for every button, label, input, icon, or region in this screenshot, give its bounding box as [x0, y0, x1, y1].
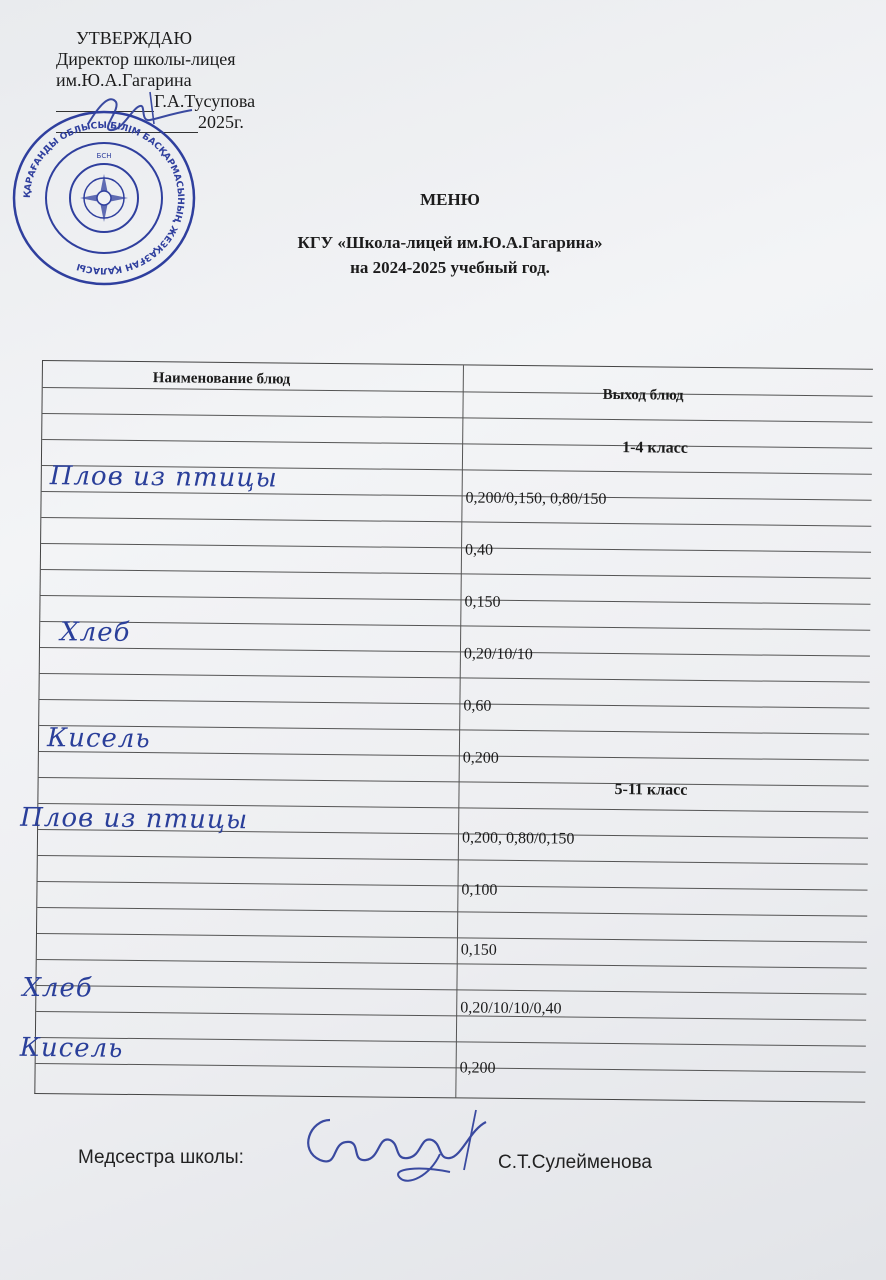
- dish-name: Кисель: [19, 1032, 124, 1064]
- row-line: [41, 543, 871, 553]
- stamp-ring-text: ҚАРАҒАНДЫ ОБЛЫСЫ БІЛІМ БАСҚАРМАСЫНЫҢ ЖЕЗҚАЗҒАН ҚАЛАСЫ: [22, 120, 186, 276]
- nurse-name: С.Т.Сулейменова: [498, 1152, 652, 1173]
- row-line: [41, 569, 871, 579]
- section-grade-5-11: 5-11 класс: [614, 781, 688, 799]
- row-line: [42, 491, 872, 501]
- row-line: [40, 673, 870, 683]
- row-line: [39, 751, 869, 761]
- row-line: [38, 881, 868, 891]
- dish-output: 0,200: [462, 749, 499, 767]
- row-line: [36, 1037, 866, 1047]
- section-grade-1-4: 1-4 класс: [622, 439, 688, 457]
- stamp-center-text: БСН: [96, 152, 112, 160]
- column-divider: [455, 365, 464, 1097]
- dish-name: Плов из птицы: [20, 802, 249, 836]
- dish-output: 0,40: [464, 541, 494, 559]
- row-line: [42, 439, 872, 449]
- approval-role: Директор школы-лицея: [56, 49, 236, 69]
- row-line: [42, 413, 872, 423]
- dish-output: 0,200, 0,80/0,150: [461, 829, 575, 848]
- row-line: [37, 907, 867, 917]
- row-line: [39, 699, 869, 709]
- document-period: на 2024-2025 учебный год.: [350, 258, 550, 277]
- row-line: [40, 647, 870, 657]
- row-line: [36, 1063, 866, 1073]
- dish-name: Хлеб: [22, 972, 93, 1004]
- approval-heading: УТВЕРЖДАЮ: [76, 28, 193, 48]
- director-name: Г.А.Тусупова: [154, 91, 256, 111]
- row-line: [36, 1011, 866, 1021]
- row-line: [41, 595, 871, 605]
- row-line: [39, 777, 869, 787]
- row-line: [37, 959, 867, 969]
- approval-school: им.Ю.А.Гагарина: [56, 70, 192, 90]
- row-line: [43, 387, 873, 397]
- header-dish-name: Наименование блюд: [152, 370, 291, 388]
- approval-year: 2025г.: [198, 112, 244, 132]
- document-org: КГУ «Школа-лицей им.Ю.А.Гагарина»: [297, 233, 603, 252]
- dish-name: Плов из птицы: [49, 461, 278, 494]
- dish-output: 0,20/10/10: [463, 645, 533, 664]
- dish-output: 0,60: [463, 697, 492, 715]
- row-line: [41, 517, 871, 527]
- nurse-signature: [290, 1100, 500, 1200]
- dish-output: 0,200/0,150, 0,80/150: [465, 489, 607, 508]
- dish-output: 0,200: [459, 1059, 496, 1077]
- dish-output: 0,150: [460, 941, 497, 959]
- menu-table: [19, 360, 873, 1103]
- row-line: [39, 725, 869, 735]
- row-line: [40, 621, 870, 631]
- header-output: Выход блюд: [602, 386, 684, 404]
- dish-name: Хлеб: [59, 617, 131, 648]
- row-line: [38, 855, 868, 865]
- document-title: МЕНЮ: [420, 190, 480, 209]
- dish-name: Кисель: [46, 723, 151, 755]
- row-line: [37, 933, 867, 943]
- dish-output: 0,150: [464, 593, 501, 611]
- dish-output: 0,20/10/10/0,40: [460, 999, 562, 1018]
- dish-output: 0,100: [461, 881, 498, 899]
- nurse-label: Медсестра школы:: [78, 1147, 244, 1168]
- row-line: [36, 985, 866, 995]
